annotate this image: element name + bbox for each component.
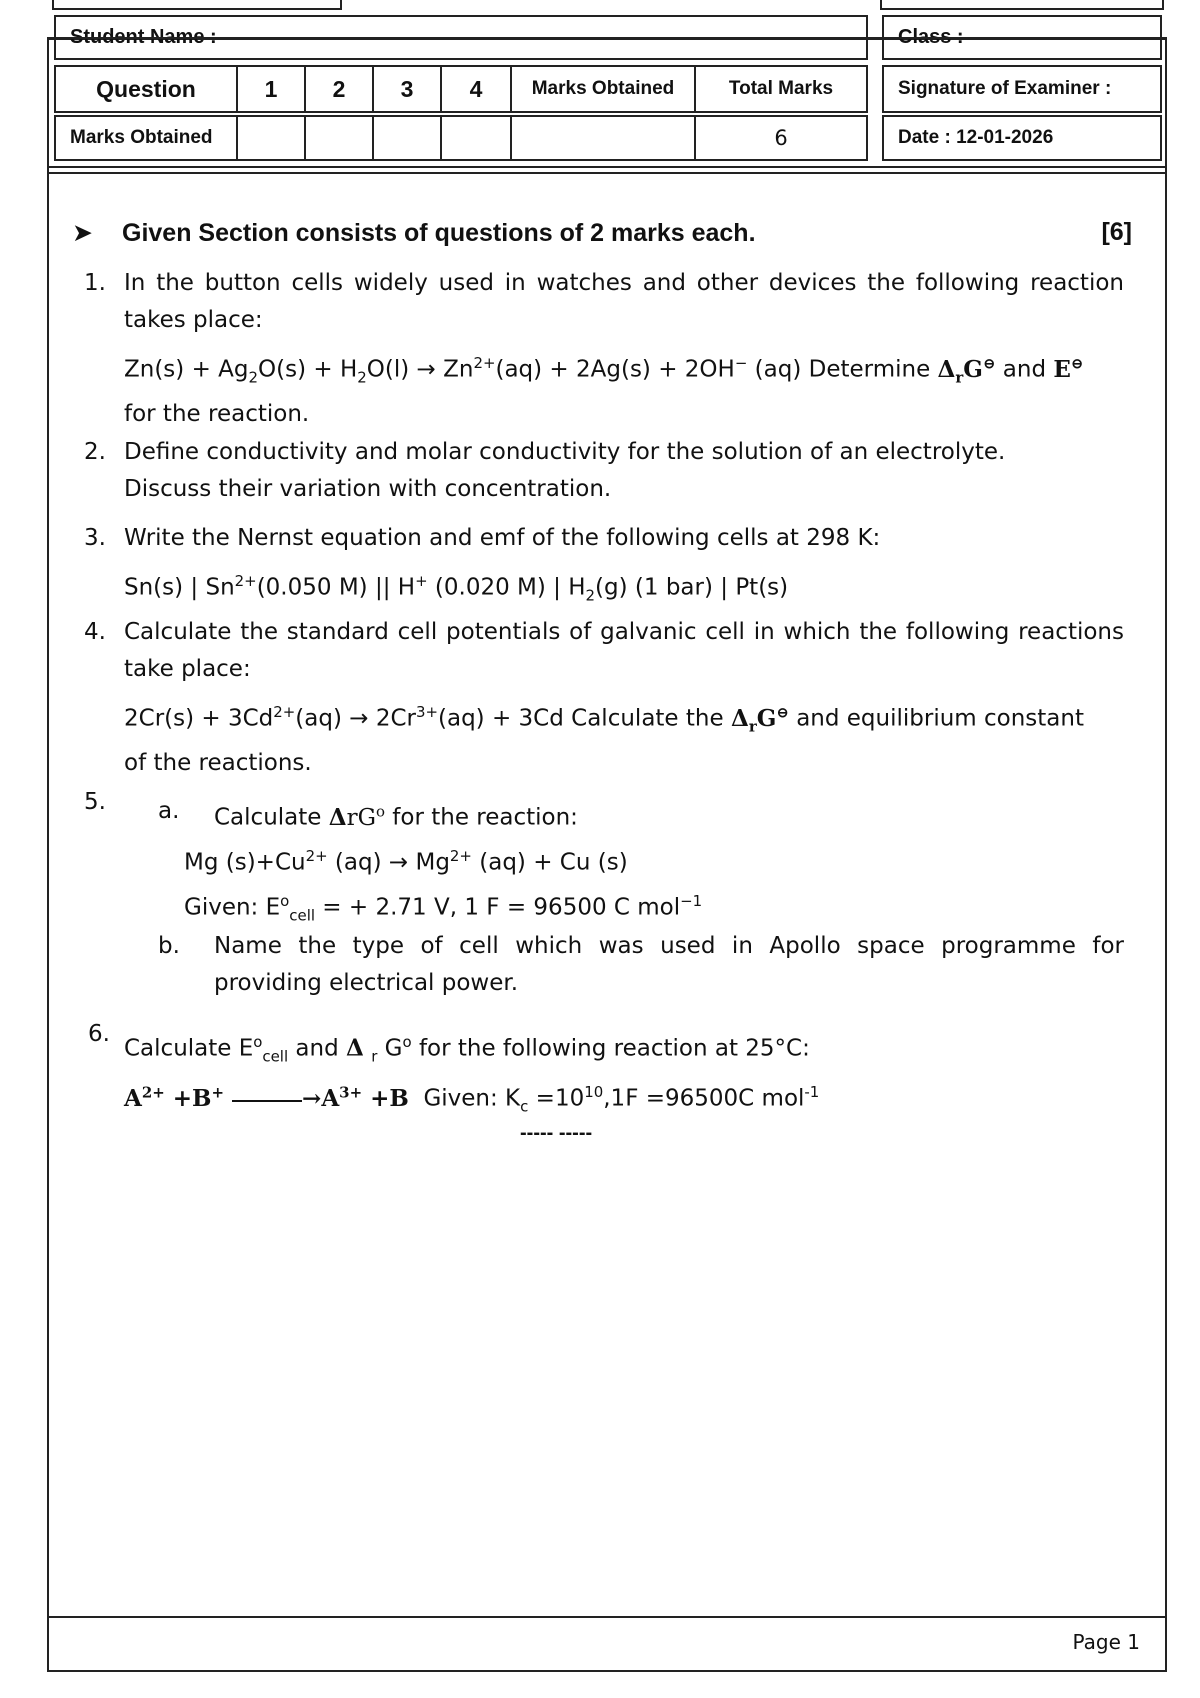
total-marks-cell: [694, 115, 868, 161]
question-text: Discuss their variation with concentration.: [124, 476, 612, 502]
question-number-cell: [440, 65, 512, 113]
question-number-cell: [236, 65, 306, 113]
question-number: 6.: [88, 1021, 110, 1047]
end-marker: ----- -----: [520, 1122, 593, 1144]
signature-label: Signature of Examiner :: [898, 78, 1112, 99]
marks-obtained-row-label-cell: [54, 115, 238, 161]
question-number-cell: [304, 65, 374, 113]
question-4: [124, 614, 1124, 782]
question-number: 3.: [84, 525, 106, 551]
cell-notation: Sn(s) | $Sn^{2+}(0.050$ M) || H+ (0.020 M) | $H_2(g)$ (1 bar) | Pt(s): [124, 572, 789, 605]
question-number: 4.: [84, 619, 106, 645]
total-marks-header: Total Marks: [728, 78, 834, 99]
question-text: Write the Nernst equation and emf of the following cells at 298 K:: [124, 525, 881, 551]
top-left-box: [52, 0, 342, 10]
footer-divider: [47, 1616, 1167, 1618]
given-word: Given:: [423, 1085, 498, 1112]
given-word: Given:: [184, 894, 259, 921]
question-number: 2: [332, 75, 346, 102]
marks-obtained-header-cell: [510, 65, 696, 113]
and-word: and: [295, 1035, 339, 1062]
reaction-equation: Mg $(s)+Cu^{2+}$ $(aq) \to Mg^{2+}$ (aq) + Cu (s): [184, 847, 628, 876]
question-number-cell: [372, 65, 442, 113]
reaction-equation: $Zn(s) + Ag_2O(s) + H_2O(l) \to Zn^{2+}(aq) + 2Ag(s) + 2OH^-$ (aq) Determine $\Delta_rG^⊖$ and E⊖: [124, 354, 1084, 387]
question-number: 1: [264, 75, 278, 102]
total-marks-value: 6: [774, 126, 788, 150]
bullet-icon: ➤: [72, 219, 93, 247]
page-number: Page 1: [1072, 1630, 1140, 1654]
date-label: Date : 12-01-2026: [898, 127, 1054, 148]
signature-field: [882, 65, 1162, 113]
question-text: Calculate the standard cell potentials of galvanic cell in which the following reactions take place:: [124, 619, 1124, 682]
header-divider: [47, 172, 1167, 174]
question-number: 2.: [84, 439, 106, 465]
question-6: Calculate $E^o_{cell}$ and Δ $_r$ $G^o$ for the following reaction at 25°C:: [124, 1033, 810, 1066]
question-5a: Calculate ΔrG$^o$ for the reaction:: [214, 802, 578, 831]
calc-word: Calculate: [124, 1035, 232, 1062]
marks-cell: [236, 115, 306, 161]
reaction-equation: $2Cr(s) + 3Cd^{2+}(aq) \to 2Cr^{3+}(aq) + 3Cd$ Calculate the $\Delta_rG^⊖$ and equilibrium constant: [124, 703, 1084, 736]
date-field: [882, 115, 1162, 161]
marks-obtained-header: Marks Obtained: [531, 78, 675, 99]
question-text: Define conductivity and molar conductivity for the solution of an electrolyte.: [124, 439, 1006, 465]
sub-label-a: a.: [158, 798, 180, 824]
marks-obtained-total-cell: [510, 115, 696, 161]
top-right-box: [880, 0, 1164, 10]
marks-cell: [304, 115, 374, 161]
question-1: [124, 265, 1124, 433]
header-divider: [47, 166, 1167, 168]
class-label: Class :: [898, 26, 964, 48]
section-title: Given Section consists of questions of 2 marks each.: [122, 219, 756, 247]
section-heading: [72, 218, 1132, 248]
question-5b: Name the type of cell which was used in Apollo space programme for providing electrical power.: [214, 933, 1124, 996]
question-text: In the button cells widely used in watches and other devices the following reaction takes place:: [124, 270, 1124, 333]
question-text: for the following reaction at 25°C:: [418, 1035, 810, 1062]
marks-cell: [372, 115, 442, 161]
frame-top-line: [47, 37, 1167, 39]
question-2: [124, 434, 1124, 508]
total-marks-header-cell: [694, 65, 868, 113]
section-marks: [6]: [1101, 218, 1132, 246]
marks-cell: [440, 115, 512, 161]
question-end: for the reaction.: [124, 401, 310, 428]
question-number: 4: [469, 75, 483, 102]
determine-word: Determine: [808, 356, 931, 383]
question-text: for the reaction:: [392, 804, 578, 831]
sub-label-b: b.: [158, 933, 180, 959]
question-header-cell: [54, 65, 238, 113]
calc-word: Calculate the: [571, 705, 724, 732]
question-text: Calculate: [214, 804, 322, 831]
question-number: 3: [400, 75, 414, 102]
question-label: Question: [96, 75, 196, 102]
reaction-equation: $A^{2+} +B^+ \to A^{3+} +B$ Given: $K_c =10^{10},1F =96500C$ mol$^{-1}$: [124, 1083, 820, 1116]
question-3: [124, 520, 1124, 614]
question-end: of the reactions.: [124, 750, 312, 777]
question-number: 5.: [84, 789, 106, 815]
given-values: Given: $E^o_{cell}$ = + 2.71 V, 1 F = 96500 C mol$^{-1}$: [184, 892, 703, 925]
student-name-label: Student Name :: [70, 26, 217, 48]
question-number: 1.: [84, 270, 106, 296]
and-word: and: [1002, 356, 1047, 383]
and-eq-word: and equilibrium constant: [796, 705, 1084, 732]
marks-obtained-row-label: Marks Obtained: [70, 127, 213, 148]
